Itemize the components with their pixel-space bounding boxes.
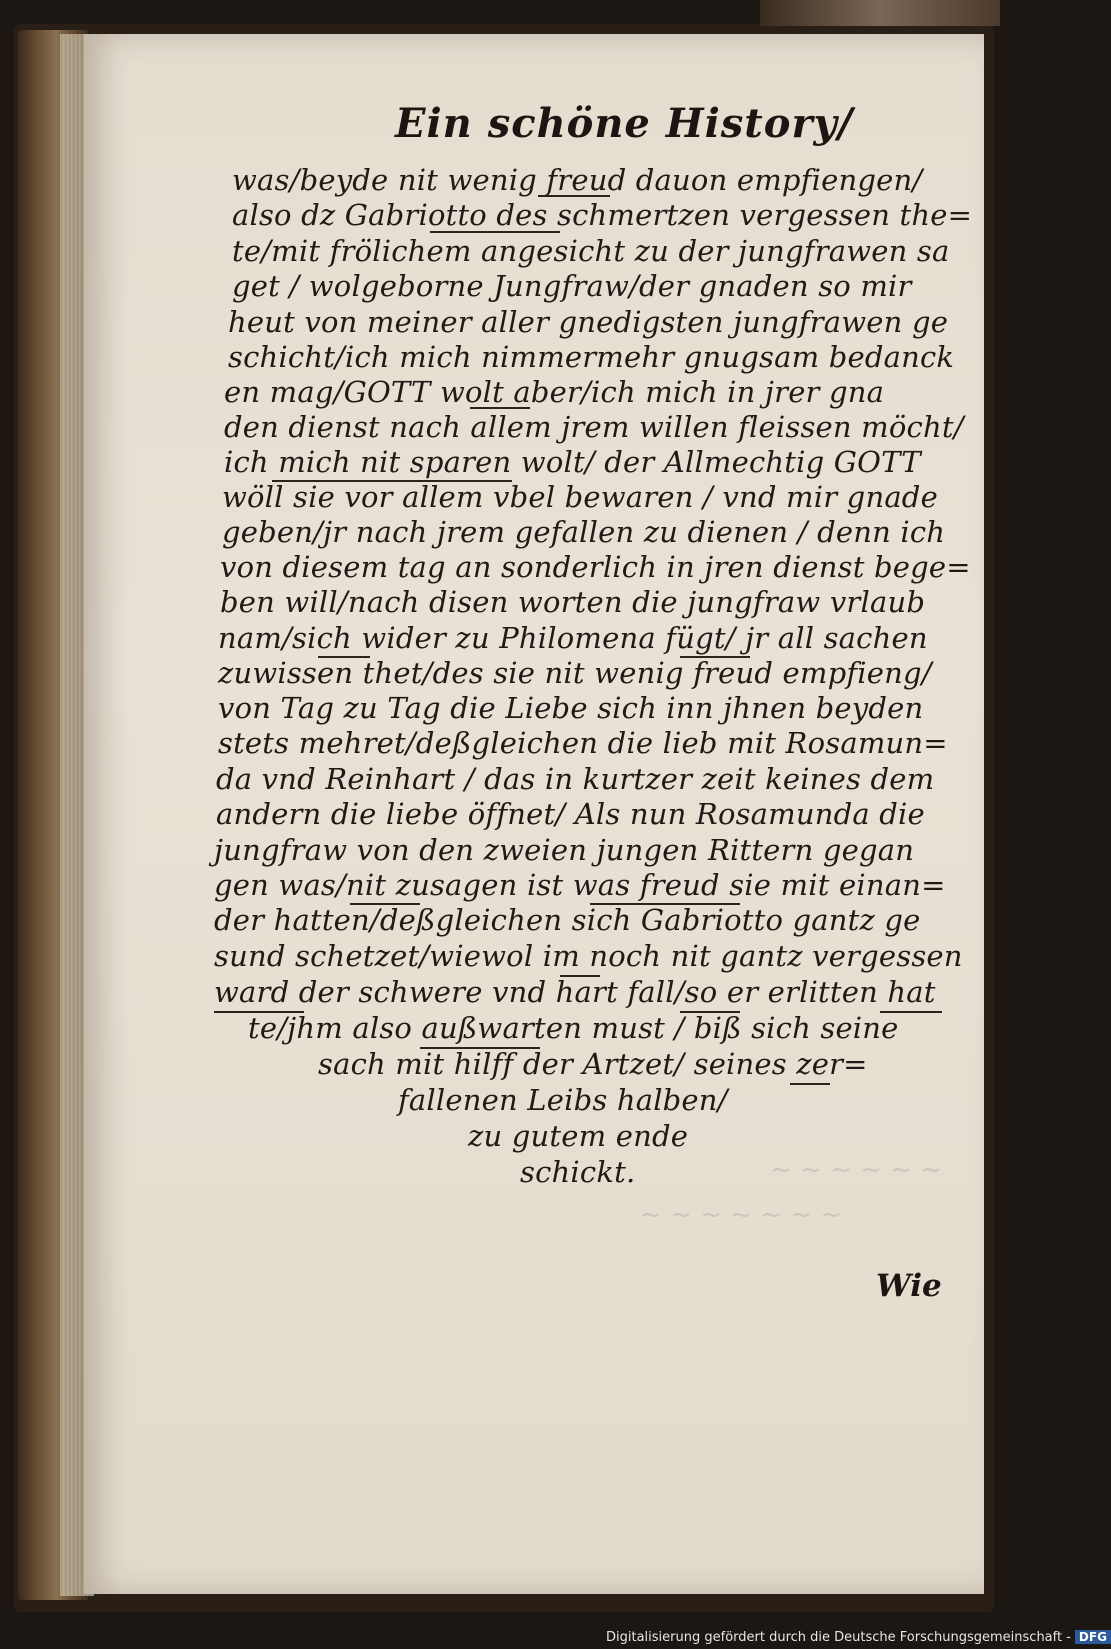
handwritten-underline	[430, 231, 560, 233]
text-line: ward der schwere vnd hart fall/so er erlitten hat	[214, 975, 936, 1009]
text-line: andern die liebe öffnet/ Als nun Rosamunda die	[216, 797, 925, 831]
text-line: heut von meiner aller gnedigsten jungfrawen ge	[228, 305, 949, 339]
handwritten-underline	[272, 480, 512, 482]
handwritten-underline	[350, 903, 420, 905]
text-line: stets mehret/deßgleichen die lieb mit Rosamun=	[218, 726, 948, 760]
text-line: schickt.	[520, 1155, 636, 1189]
handwritten-underline	[214, 1011, 304, 1013]
text-line: zuwissen thet/des sie nit wenig freud empfieng/	[218, 656, 932, 690]
handwritten-underline	[880, 1011, 942, 1013]
credit-text: Digitalisierung gefördert durch die Deutsche Forschungsgemeinschaft -	[606, 1630, 1071, 1645]
handwritten-underline	[470, 407, 530, 409]
text-line: zu gutem ende	[468, 1119, 689, 1153]
text-line: schicht/ich mich nimmermehr gnugsam bedanck	[228, 340, 955, 374]
handwritten-underline	[420, 1047, 540, 1049]
text-line: also dz Gabriotto des schmertzen vergessen the=	[232, 198, 973, 232]
text-line: was/beyde nit wenig freud dauon empfiengen/	[232, 163, 923, 197]
text-line: en mag/GOTT wolt aber/ich mich in jrer gna	[224, 375, 885, 409]
bleed-through-text: ~ ~ ~ ~ ~ ~ ~	[640, 1200, 843, 1230]
text-line: get / wolgeborne Jungfraw/der gnaden so mir	[232, 269, 912, 303]
text-line: ben will/nach disen worten die jungfraw vrlaub	[220, 585, 926, 619]
text-line: te/jhm also außwarten must / biß sich seine	[248, 1011, 899, 1045]
dfg-logo-badge: DFG	[1075, 1630, 1111, 1644]
handwritten-underline	[560, 975, 600, 977]
text-line: jungfraw von den zweien jungen Rittern gegan	[214, 833, 915, 867]
handwritten-underline	[538, 195, 610, 197]
text-line: nam/sich wider zu Philomena fügt/ jr all sachen	[218, 621, 928, 655]
handwritten-underline	[680, 656, 750, 658]
text-line: geben/jr nach jrem gefallen zu dienen / denn ich	[222, 515, 946, 549]
handwritten-underline	[318, 656, 370, 658]
digitization-credit	[606, 1630, 1111, 1645]
text-line: gen was/nit zusagen ist was freud sie mit einan=	[214, 868, 946, 902]
handwritten-underline	[680, 1011, 740, 1013]
text-line: sund schetzet/wiewol im noch nit gantz vergessen	[214, 939, 963, 973]
text-line: sach mit hilff der Artzet/ seines zer=	[318, 1047, 868, 1081]
text-line: wöll sie vor allem vbel bewaren / vnd mir gnade	[222, 480, 938, 514]
handwritten-underline	[790, 1083, 830, 1085]
bleed-through-text: ~ ~ ~ ~ ~ ~	[770, 1155, 943, 1185]
text-line: der hatten/deßgleichen sich Gabriotto gantz ge	[214, 903, 921, 937]
text-line: fallenen Leibs halben/	[398, 1083, 728, 1117]
text-line: von Tag zu Tag die Liebe sich inn jhnen beyden	[218, 691, 924, 725]
catchword: Wie	[876, 1268, 942, 1304]
text-line: von diesem tag an sonderlich in jren dienst bege=	[220, 550, 971, 584]
text-line: da vnd Reinhart / das in kurtzer zeit keines dem	[216, 762, 935, 796]
page-heading: Ein schöne History/	[395, 100, 854, 147]
text-line: te/mit frölichem angesicht zu der jungfrawen sa	[232, 234, 950, 268]
text-line: ich mich nit sparen wolt/ der Allmechtig GOTT	[224, 445, 921, 479]
handwritten-underline	[590, 903, 740, 905]
text-line: den dienst nach allem jrem willen fleissen möcht/	[224, 410, 964, 444]
